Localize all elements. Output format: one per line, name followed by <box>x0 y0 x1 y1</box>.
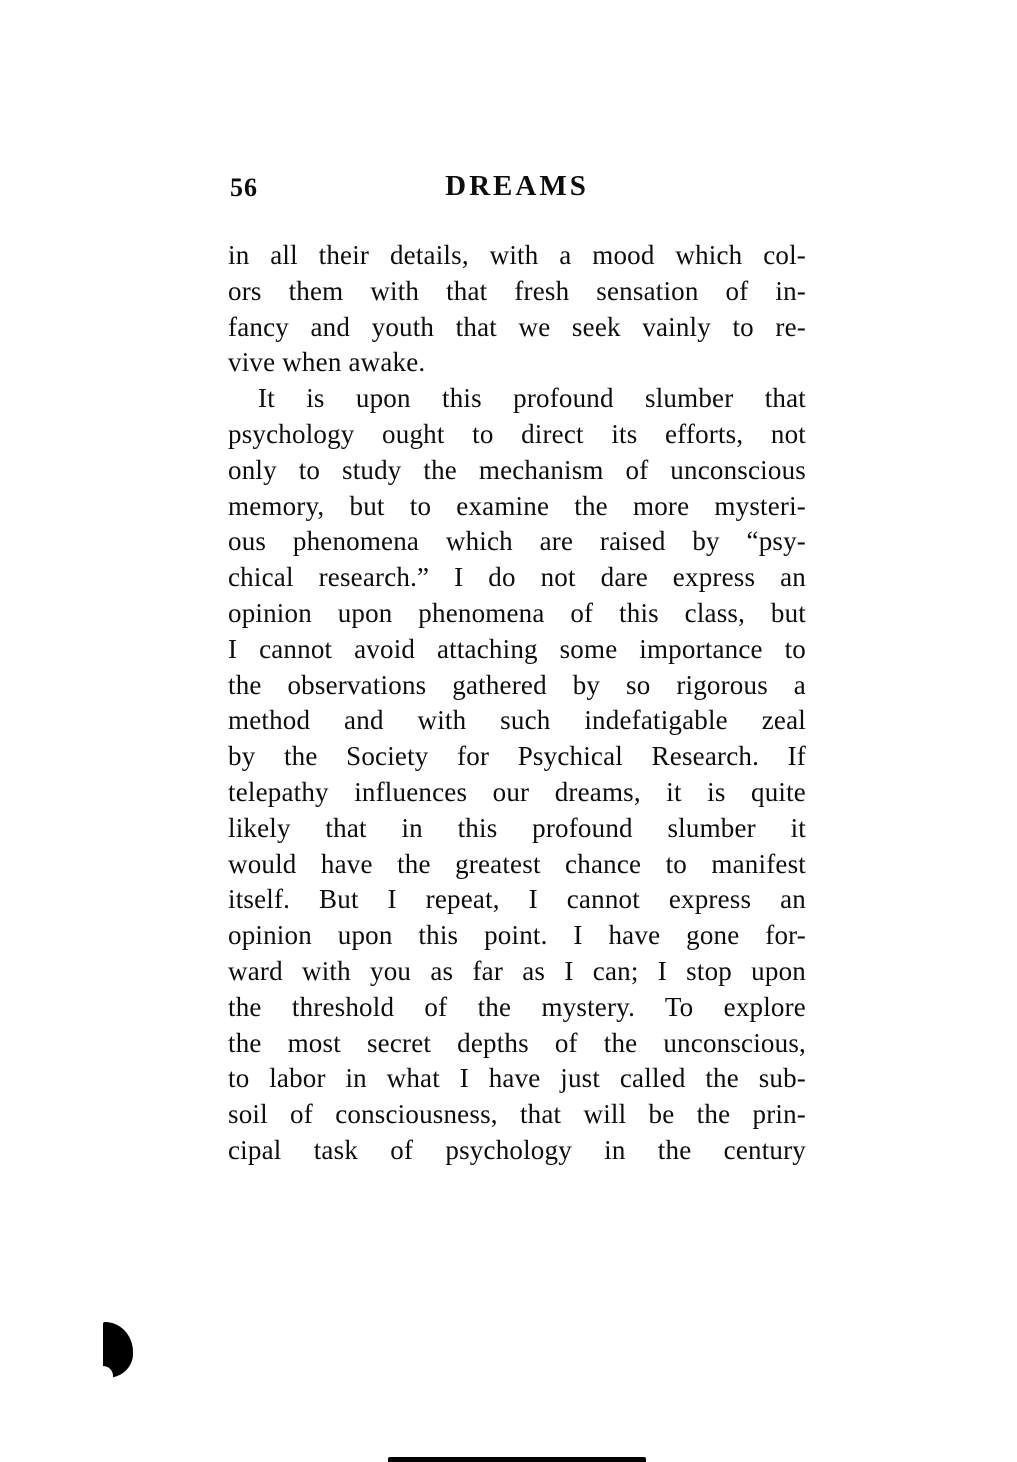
text-line: vive when awake. <box>228 347 426 378</box>
text-line: only to study the mechanism of unconscious <box>228 454 806 485</box>
text-line: chical research.” I do not dare express an <box>228 562 806 593</box>
text-line: by the Society for Psychical Research. If <box>228 741 806 772</box>
text-line: to labor in what I have just called the sub- <box>228 1063 806 1094</box>
text-line: It is upon this profound slumber that <box>258 383 806 414</box>
page-body <box>228 238 806 1169</box>
text-line: psychology ought to direct its efforts, not <box>228 418 806 449</box>
text-line: in all their details, with a mood which col- <box>228 240 806 270</box>
text-line: fancy and youth that we seek vainly to re- <box>228 311 806 342</box>
text-line: method and with such indefatigable zeal <box>228 705 806 736</box>
ink-blot-artifact <box>103 1322 133 1378</box>
text-line: itself. But I repeat, I cannot express an <box>228 884 806 915</box>
text-line: would have the greatest chance to manifest <box>228 848 806 879</box>
text-line: telepathy influences our dreams, it is quite <box>228 776 806 807</box>
text-line: the observations gathered by so rigorous a <box>228 669 806 700</box>
text-line: the most secret depths of the unconscious, <box>228 1027 806 1058</box>
text-line: cipal task of psychology in the century <box>228 1134 806 1165</box>
text-line: I cannot avoid attaching some importance to <box>228 633 806 664</box>
scan-edge-artifact <box>388 1457 646 1462</box>
text-line: opinion upon phenomena of this class, but <box>228 597 806 628</box>
page-header <box>228 170 806 210</box>
text-line: likely that in this profound slumber it <box>228 812 806 843</box>
page-header-title: DREAMS <box>445 170 589 202</box>
text-line: opinion upon this point. I have gone for- <box>228 920 806 951</box>
text-line: ous phenomena which are raised by “psy- <box>228 526 806 557</box>
text-line: the threshold of the mystery. To explore <box>228 991 806 1022</box>
text-line: ward with you as far as I can; I stop upon <box>228 955 806 986</box>
text-line: memory, but to examine the more mysteri- <box>228 490 806 521</box>
text-line: soil of consciousness, that will be the prin- <box>228 1099 806 1130</box>
text-line: ors them with that fresh sensation of in- <box>228 275 806 306</box>
page-number: 56 <box>230 173 258 202</box>
